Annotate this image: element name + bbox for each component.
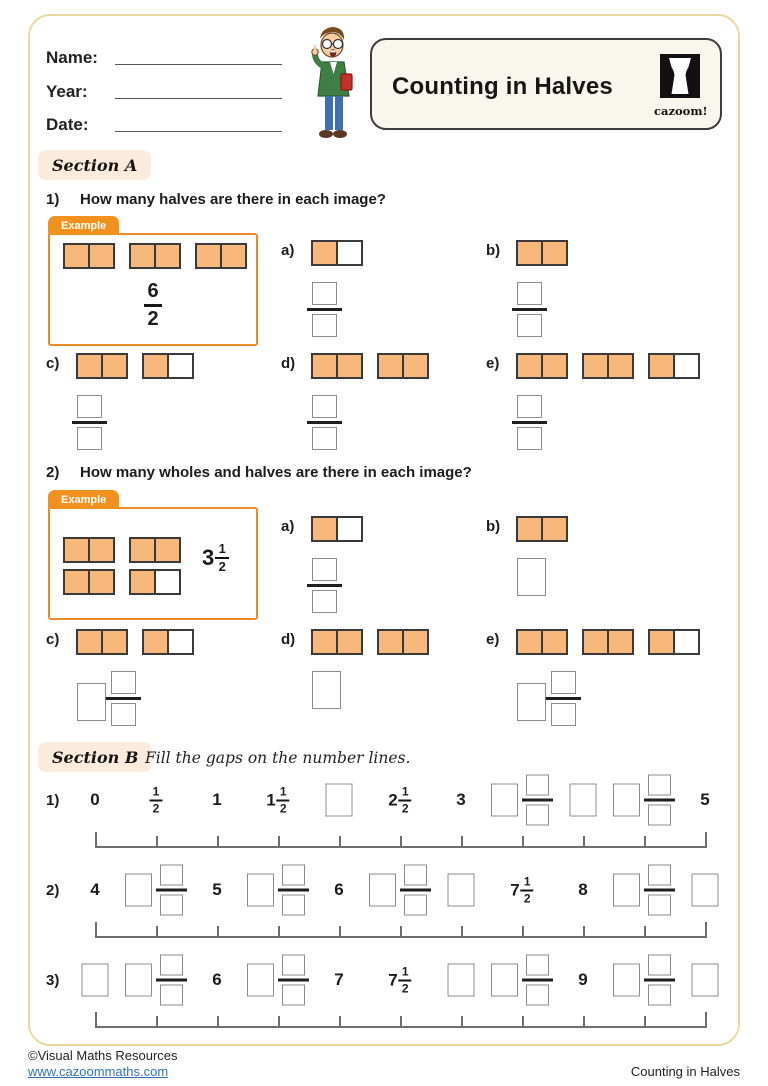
answer-box-denominator[interactable] bbox=[526, 985, 549, 1006]
answer-box-denominator[interactable] bbox=[312, 314, 337, 337]
axis-tick bbox=[95, 832, 97, 848]
bar-cell-filled bbox=[336, 353, 363, 379]
axis-tick bbox=[278, 1016, 280, 1028]
item-bars bbox=[516, 516, 568, 542]
answer-box-denominator[interactable] bbox=[648, 895, 671, 916]
date-write-line[interactable] bbox=[115, 131, 282, 132]
bar-cell-filled bbox=[402, 629, 429, 655]
answer-box-numerator[interactable] bbox=[517, 282, 542, 305]
bar-cell-empty bbox=[336, 516, 363, 542]
bar-cell-filled bbox=[76, 629, 103, 655]
name-write-line[interactable] bbox=[115, 64, 282, 65]
date-label: Date: bbox=[46, 115, 89, 134]
fraction-line bbox=[644, 889, 675, 892]
bar-cell-filled bbox=[541, 240, 568, 266]
bar-cell-filled bbox=[377, 629, 404, 655]
fraction-line bbox=[522, 799, 553, 802]
number-line-2-number: 2) bbox=[46, 882, 60, 899]
numberline-blank-mixed bbox=[613, 775, 675, 826]
half-bar bbox=[142, 629, 194, 655]
half-bar bbox=[516, 516, 568, 542]
bar-cell-filled bbox=[154, 537, 181, 563]
answer-box-whole[interactable] bbox=[247, 874, 274, 907]
bar-cell-filled bbox=[88, 569, 115, 595]
axis-tick bbox=[705, 832, 707, 848]
half-bar bbox=[63, 569, 115, 595]
bar-cell-filled bbox=[516, 516, 543, 542]
axis-tick bbox=[339, 1016, 341, 1028]
half-bar bbox=[311, 629, 363, 655]
half-bar bbox=[129, 243, 181, 269]
item-label: b) bbox=[486, 518, 501, 535]
numberline-blank-mixed bbox=[491, 955, 553, 1006]
bar-cell-filled bbox=[648, 629, 675, 655]
axis-tick bbox=[400, 1016, 402, 1028]
bar-cell-empty bbox=[167, 629, 194, 655]
numberline-printed-label: 2 1 2 bbox=[388, 786, 411, 815]
numberline-blank-mixed bbox=[247, 865, 309, 916]
bar-cell-filled bbox=[336, 629, 363, 655]
title-box bbox=[370, 38, 722, 130]
numberline-blank-whole bbox=[448, 964, 475, 997]
answer-box-whole[interactable] bbox=[517, 683, 546, 721]
half-bar bbox=[129, 537, 181, 563]
item-answer bbox=[517, 558, 546, 596]
example-denominator: 2 bbox=[147, 307, 159, 330]
axis-tick bbox=[217, 926, 219, 938]
answer-box-denominator[interactable] bbox=[517, 314, 542, 337]
axis-tick bbox=[461, 1016, 463, 1028]
q1-example-tab: Example bbox=[48, 216, 119, 235]
half-bar bbox=[195, 243, 247, 269]
half-bar bbox=[63, 243, 115, 269]
item-label: a) bbox=[281, 242, 295, 259]
bar-cell-filled bbox=[377, 353, 404, 379]
axis-tick bbox=[583, 1016, 585, 1028]
numberline-printed-label: 5 bbox=[700, 790, 710, 809]
bar-cell-filled bbox=[311, 516, 338, 542]
answer-box-whole[interactable] bbox=[326, 784, 353, 817]
axis-tick bbox=[461, 926, 463, 938]
answer-box-numerator[interactable] bbox=[160, 865, 183, 886]
answer-box-whole[interactable] bbox=[613, 784, 640, 817]
axis-tick bbox=[217, 1016, 219, 1028]
fraction-line bbox=[644, 979, 675, 982]
bar-cell-filled bbox=[607, 629, 634, 655]
fraction-line bbox=[307, 584, 342, 587]
answer-box-whole[interactable] bbox=[517, 558, 546, 596]
numberline-printed-label: 7 bbox=[334, 970, 344, 989]
axis-tick bbox=[339, 926, 341, 938]
item-label: d) bbox=[281, 631, 296, 648]
q2-example-bars-row2 bbox=[63, 569, 181, 595]
answer-box-numerator[interactable] bbox=[160, 955, 183, 976]
answer-box-numerator[interactable] bbox=[551, 671, 576, 694]
bar-cell-filled bbox=[541, 516, 568, 542]
item-answer bbox=[312, 395, 342, 450]
numberline-axis bbox=[95, 832, 707, 850]
numberline-printed-label: 5 bbox=[212, 880, 222, 899]
answer-box-whole[interactable] bbox=[247, 964, 274, 997]
numberline-blank-mixed bbox=[613, 955, 675, 1006]
footer-website-link[interactable]: www.cazoommaths.com bbox=[28, 1064, 169, 1079]
answer-box-whole[interactable] bbox=[491, 784, 518, 817]
answer-box-numerator[interactable] bbox=[111, 671, 136, 694]
bar-cell-empty bbox=[154, 569, 181, 595]
half-bar bbox=[311, 240, 363, 266]
fraction-line bbox=[400, 889, 431, 892]
bar-cell-filled bbox=[311, 240, 338, 266]
numberline-blank-mixed bbox=[247, 955, 309, 1006]
answer-box-denominator[interactable] bbox=[648, 805, 671, 826]
answer-box-whole[interactable] bbox=[692, 964, 719, 997]
bar-cell-filled bbox=[101, 353, 128, 379]
section-b-instruction: Fill the gaps on the number lines. bbox=[145, 749, 411, 767]
answer-box-numerator[interactable] bbox=[312, 558, 337, 581]
answer-box-denominator[interactable] bbox=[282, 895, 305, 916]
half-bar bbox=[516, 240, 568, 266]
answer-box-whole[interactable] bbox=[312, 671, 341, 709]
item-bars bbox=[516, 240, 568, 266]
half-bar bbox=[311, 353, 363, 379]
answer-box-whole[interactable] bbox=[613, 874, 640, 907]
fraction-line bbox=[278, 889, 309, 892]
fraction-line bbox=[307, 308, 342, 311]
answer-box-denominator[interactable] bbox=[551, 703, 576, 726]
answer-box-whole[interactable] bbox=[613, 964, 640, 997]
example-numerator: 6 bbox=[147, 280, 159, 302]
fraction-line bbox=[156, 979, 187, 982]
item-bars bbox=[311, 240, 363, 266]
fraction-line bbox=[522, 979, 553, 982]
item-bars bbox=[311, 353, 429, 379]
q1-number: 1) bbox=[46, 191, 60, 208]
answer-box-numerator[interactable] bbox=[77, 395, 102, 418]
bar-cell-filled bbox=[541, 629, 568, 655]
fraction-line bbox=[546, 697, 581, 700]
item-answer bbox=[77, 395, 107, 450]
axis-tick bbox=[705, 922, 707, 938]
section-a-badge bbox=[38, 150, 151, 180]
answer-box-denominator[interactable] bbox=[648, 985, 671, 1006]
bar-cell-empty bbox=[336, 240, 363, 266]
half-bar bbox=[516, 353, 568, 379]
item-bars bbox=[311, 629, 429, 655]
half-bar bbox=[63, 537, 115, 563]
numberline-printed-label: 0 bbox=[90, 790, 100, 809]
cazoom-drum-icon bbox=[660, 54, 700, 98]
numberline-printed-label: 4 bbox=[90, 880, 100, 899]
half-bar bbox=[377, 353, 429, 379]
answer-box-numerator[interactable] bbox=[312, 282, 337, 305]
bar-cell-filled bbox=[607, 353, 634, 379]
item-label: c) bbox=[46, 355, 60, 372]
axis-tick bbox=[644, 1016, 646, 1028]
axis-tick bbox=[156, 1016, 158, 1028]
bar-cell-empty bbox=[673, 353, 700, 379]
numberline-printed-label: 1 bbox=[212, 790, 222, 809]
numberline-axis bbox=[95, 922, 707, 940]
bar-cell-filled bbox=[142, 629, 169, 655]
item-answer bbox=[312, 671, 341, 709]
item-bars bbox=[311, 516, 363, 542]
q2-example-box bbox=[48, 493, 258, 620]
half-bar bbox=[582, 629, 634, 655]
item-answer bbox=[312, 558, 342, 613]
numberline-blank-whole bbox=[570, 784, 597, 817]
footer-copyright: ©Visual Maths Resources bbox=[28, 1048, 178, 1063]
answer-box-numerator[interactable] bbox=[517, 395, 542, 418]
answer-box-whole[interactable] bbox=[77, 683, 106, 721]
bar-cell-filled bbox=[220, 243, 247, 269]
numberline-printed-label: 1 1 2 bbox=[266, 786, 289, 815]
fraction-line bbox=[72, 421, 107, 424]
numberline-axis bbox=[95, 1012, 707, 1030]
axis-tick bbox=[644, 926, 646, 938]
answer-box-denominator[interactable] bbox=[404, 895, 427, 916]
answer-box-numerator[interactable] bbox=[404, 865, 427, 886]
numberline-blank-mixed bbox=[491, 775, 553, 826]
q1-example-box bbox=[48, 219, 258, 346]
answer-box-whole[interactable] bbox=[570, 784, 597, 817]
item-bars bbox=[516, 629, 700, 655]
answer-box-denominator[interactable] bbox=[77, 427, 102, 450]
item-label: a) bbox=[281, 518, 295, 535]
fraction-line bbox=[278, 979, 309, 982]
section-a-label: Section A bbox=[52, 155, 138, 175]
numberline-printed-label: 7 1 2 bbox=[510, 876, 533, 905]
answer-box-whole[interactable] bbox=[82, 964, 109, 997]
answer-box-whole[interactable] bbox=[125, 874, 152, 907]
numberline-blank-whole bbox=[448, 874, 475, 907]
bar-cell-filled bbox=[63, 569, 90, 595]
bar-cell-filled bbox=[648, 353, 675, 379]
item-bars bbox=[76, 629, 194, 655]
item-answer bbox=[517, 395, 547, 450]
answer-box-whole[interactable] bbox=[448, 964, 475, 997]
bar-cell-filled bbox=[195, 243, 222, 269]
fraction-line bbox=[644, 799, 675, 802]
answer-box-denominator[interactable] bbox=[160, 985, 183, 1006]
numberline-blank-mixed bbox=[125, 865, 187, 916]
numberline-printed-label: 6 bbox=[212, 970, 222, 989]
answer-box-numerator[interactable] bbox=[648, 955, 671, 976]
axis-tick bbox=[461, 836, 463, 848]
answer-box-numerator[interactable] bbox=[526, 955, 549, 976]
bar-cell-filled bbox=[311, 629, 338, 655]
item-label: c) bbox=[46, 631, 60, 648]
axis-tick bbox=[95, 1012, 97, 1028]
numberline-printed-label: 8 bbox=[578, 880, 588, 899]
bar-cell-filled bbox=[63, 243, 90, 269]
bar-cell-filled bbox=[516, 353, 543, 379]
half-bar bbox=[648, 353, 700, 379]
half-bar bbox=[76, 353, 128, 379]
answer-box-numerator[interactable] bbox=[648, 775, 671, 796]
bar-cell-filled bbox=[88, 243, 115, 269]
answer-box-denominator[interactable] bbox=[111, 703, 136, 726]
fraction-line bbox=[512, 308, 547, 311]
bar-cell-filled bbox=[402, 353, 429, 379]
q1-text: How many halves are there in each image? bbox=[80, 191, 386, 208]
axis-tick bbox=[95, 922, 97, 938]
q2-number: 2) bbox=[46, 464, 60, 481]
page-title: Counting in Halves bbox=[392, 73, 613, 100]
name-label: Name: bbox=[46, 48, 98, 67]
numberline-printed-label: 9 bbox=[578, 970, 588, 989]
year-write-line[interactable] bbox=[115, 98, 282, 99]
numberline-blank-mixed bbox=[125, 955, 187, 1006]
fraction-line bbox=[106, 697, 141, 700]
answer-box-whole[interactable] bbox=[491, 964, 518, 997]
axis-tick bbox=[522, 926, 524, 938]
example-whole-number: 3 bbox=[202, 544, 215, 570]
bar-cell-filled bbox=[101, 629, 128, 655]
numberline-blank-whole bbox=[692, 874, 719, 907]
answer-box-numerator[interactable] bbox=[526, 775, 549, 796]
answer-box-numerator[interactable] bbox=[282, 865, 305, 886]
item-bars bbox=[516, 353, 700, 379]
half-bar bbox=[311, 516, 363, 542]
bar-cell-filled bbox=[88, 537, 115, 563]
bar-cell-filled bbox=[582, 629, 609, 655]
axis-tick bbox=[278, 836, 280, 848]
item-bars bbox=[76, 353, 194, 379]
numberline-printed-label: 6 bbox=[334, 880, 344, 899]
item-answer bbox=[517, 671, 581, 726]
answer-box-denominator[interactable] bbox=[312, 590, 337, 613]
axis-tick bbox=[339, 836, 341, 848]
bar-cell-filled bbox=[516, 629, 543, 655]
numberline-blank-whole bbox=[692, 964, 719, 997]
item-label: e) bbox=[486, 631, 500, 648]
number-line-3-number: 3) bbox=[46, 972, 60, 989]
bar-cell-filled bbox=[129, 569, 156, 595]
q2-example-tab: Example bbox=[48, 490, 119, 509]
numberline-printed-label: 1 2 bbox=[150, 786, 163, 815]
axis-tick bbox=[705, 1012, 707, 1028]
fraction-line bbox=[156, 889, 187, 892]
axis-tick bbox=[400, 926, 402, 938]
bar-cell-filled bbox=[154, 243, 181, 269]
half-bar bbox=[76, 629, 128, 655]
q2-example-answer-mixed: 3 1 2 bbox=[202, 542, 229, 573]
answer-box-whole[interactable] bbox=[448, 874, 475, 907]
answer-box-numerator[interactable] bbox=[312, 395, 337, 418]
bar-cell-filled bbox=[582, 353, 609, 379]
bar-cell-empty bbox=[673, 629, 700, 655]
fraction-line bbox=[512, 421, 547, 424]
answer-box-denominator[interactable] bbox=[517, 427, 542, 450]
axis-tick bbox=[156, 926, 158, 938]
numberline-printed-label: 3 bbox=[456, 790, 466, 809]
bar-cell-filled bbox=[63, 537, 90, 563]
answer-box-numerator[interactable] bbox=[648, 865, 671, 886]
item-answer bbox=[77, 671, 141, 726]
q1-example-bars bbox=[63, 243, 247, 269]
numberline-blank-mixed bbox=[369, 865, 431, 916]
answer-box-denominator[interactable] bbox=[526, 805, 549, 826]
item-label: d) bbox=[281, 355, 296, 372]
answer-box-whole[interactable] bbox=[369, 874, 396, 907]
bar-cell-filled bbox=[76, 353, 103, 379]
bar-cell-filled bbox=[142, 353, 169, 379]
item-answer bbox=[517, 282, 547, 337]
numberline-blank-whole bbox=[82, 964, 109, 997]
q2-text: How many wholes and halves are there in each image? bbox=[80, 464, 472, 481]
axis-tick bbox=[400, 836, 402, 848]
axis-tick bbox=[583, 926, 585, 938]
bar-cell-filled bbox=[516, 240, 543, 266]
item-label: e) bbox=[486, 355, 500, 372]
half-bar bbox=[582, 353, 634, 379]
axis-tick bbox=[156, 836, 158, 848]
bar-cell-filled bbox=[129, 537, 156, 563]
cazoom-logo-text: cazoom! bbox=[654, 104, 708, 118]
half-bar bbox=[516, 629, 568, 655]
axis-tick bbox=[522, 1016, 524, 1028]
bar-cell-filled bbox=[311, 353, 338, 379]
answer-box-whole[interactable] bbox=[692, 874, 719, 907]
bar-cell-empty bbox=[167, 353, 194, 379]
year-label: Year: bbox=[46, 82, 88, 101]
answer-box-denominator[interactable] bbox=[282, 985, 305, 1006]
bar-cell-filled bbox=[129, 243, 156, 269]
numberline-blank-mixed bbox=[613, 865, 675, 916]
axis-tick bbox=[583, 836, 585, 848]
item-answer bbox=[312, 282, 342, 337]
numberline-printed-label: 7 1 2 bbox=[388, 966, 411, 995]
answer-box-whole[interactable] bbox=[125, 964, 152, 997]
section-b-badge bbox=[38, 742, 152, 772]
section-b-label: Section B bbox=[52, 747, 139, 767]
axis-tick bbox=[217, 836, 219, 848]
item-label: b) bbox=[486, 242, 501, 259]
answer-box-denominator[interactable] bbox=[160, 895, 183, 916]
bar-cell-filled bbox=[541, 353, 568, 379]
fraction-line bbox=[307, 421, 342, 424]
teacher-character-illustration bbox=[292, 22, 364, 144]
half-bar bbox=[129, 569, 181, 595]
axis-tick bbox=[278, 926, 280, 938]
axis-tick bbox=[644, 836, 646, 848]
q2-example-bars-row1 bbox=[63, 537, 181, 563]
numberline-blank-whole bbox=[326, 784, 353, 817]
cazoom-logo bbox=[654, 54, 706, 118]
half-bar bbox=[648, 629, 700, 655]
half-bar bbox=[377, 629, 429, 655]
axis-tick bbox=[522, 836, 524, 848]
answer-box-numerator[interactable] bbox=[282, 955, 305, 976]
number-line-1-number: 1) bbox=[46, 792, 60, 809]
q1-example-answer-fraction bbox=[144, 281, 162, 330]
half-bar bbox=[142, 353, 194, 379]
footer-doc-title: Counting in Halves bbox=[630, 1064, 740, 1079]
answer-box-denominator[interactable] bbox=[312, 427, 337, 450]
